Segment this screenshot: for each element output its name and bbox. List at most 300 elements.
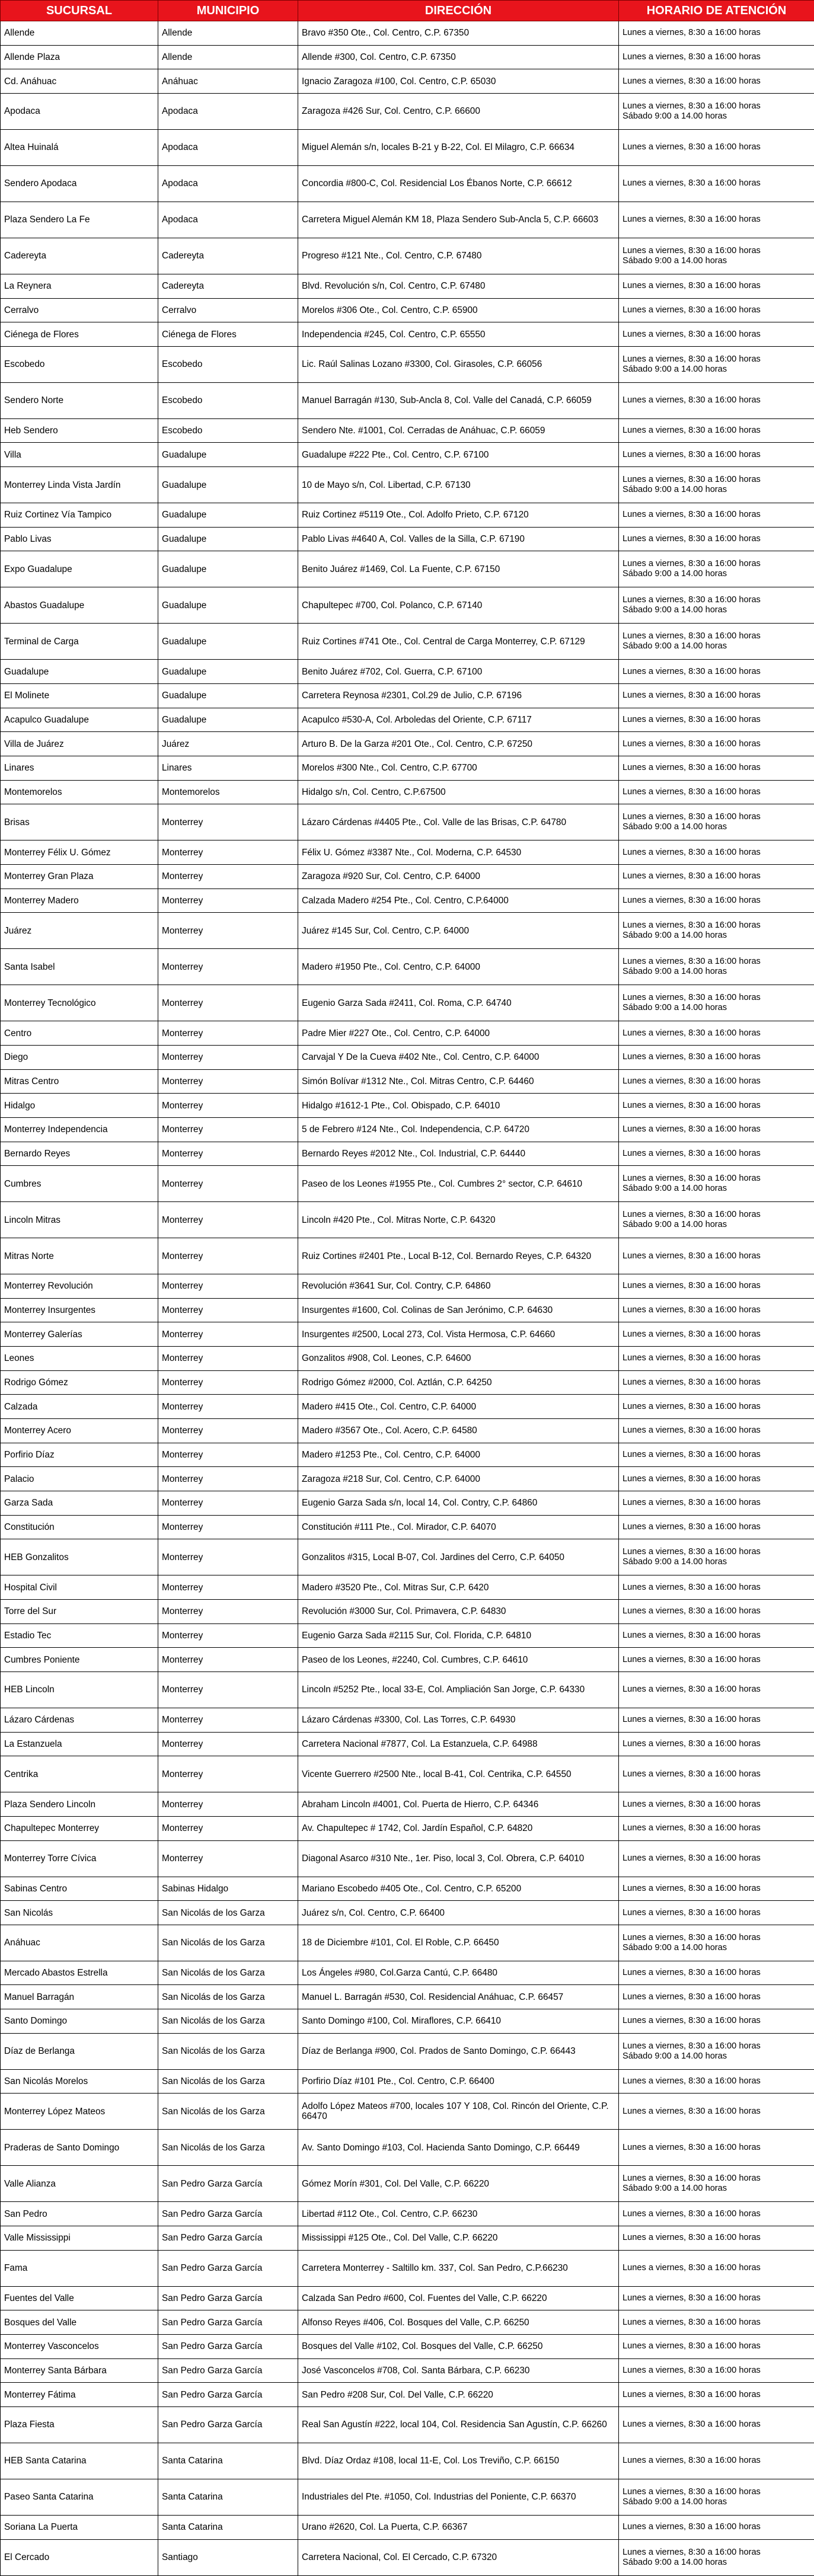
direccion-cell: Morelos #306 Ote., Col. Centro, C.P. 65900 [298, 298, 619, 322]
direccion-cell: Gonzalitos #908, Col. Leones, C.P. 64600 [298, 1347, 619, 1371]
horario-cell [619, 804, 814, 840]
horario-cell [619, 1094, 814, 1118]
sucursal-cell: Santo Domingo [1, 2009, 158, 2034]
table-row [1, 443, 814, 467]
horario-cell [619, 1708, 814, 1732]
horario-saturday: Sábado 9:00 a 14.00 horas [623, 822, 727, 832]
municipio-cell: Montemorelos [158, 780, 298, 804]
direccion-cell: Carretera Nacional #7877, Col. La Estanzuela, C.P. 64988 [298, 1732, 619, 1756]
municipio-cell: Apodaca [158, 129, 298, 165]
municipio-cell: San Pedro Garza García [158, 2406, 298, 2443]
municipio-cell: Monterrey [158, 1756, 298, 1792]
horario-cell [619, 985, 814, 1021]
direccion-cell: Porfirio Díaz #101 Pte., Col. Centro, C.P. 66400 [298, 2069, 619, 2094]
direccion-cell: Insurgentes #1600, Col. Colinas de San Jerónimo, C.P. 64630 [298, 1298, 619, 1322]
table-row [1, 1708, 814, 1732]
municipio-cell: San Pedro Garza García [158, 2166, 298, 2202]
municipio-cell: Guadalupe [158, 527, 298, 551]
municipio-cell: San Nicolás de los Garza [158, 1985, 298, 2009]
horario-cell [619, 467, 814, 503]
table-row [1, 780, 814, 804]
sucursal-cell: Hidalgo [1, 1094, 158, 1118]
sucursal-cell: Plaza Sendero Lincoln [1, 1792, 158, 1817]
horario-weekday: Lunes a viernes, 8:30 a 16:00 horas [623, 2486, 761, 2497]
direccion-cell: Bravo #350 Ote., Col. Centro, C.P. 67350 [298, 21, 619, 46]
horario-weekday: Lunes a viernes, 8:30 a 16:00 horas [623, 2365, 761, 2375]
direccion-cell: Real San Agustín #222, local 104, Col. Residencia San Agustín, C.P. 66260 [298, 2406, 619, 2443]
sucursal-cell: Lincoln Mitras [1, 1202, 158, 1238]
table-row [1, 418, 814, 443]
direccion-cell: Acapulco #530-A, Col. Arboledas del Oriente, C.P. 67117 [298, 708, 619, 732]
sucursal-cell: Monterrey Fátima [1, 2383, 158, 2407]
direccion-cell: Carretera Miguel Alemán KM 18, Plaza Sendero Sub-Ancla 5, C.P. 66603 [298, 202, 619, 238]
horario-cell [619, 2286, 814, 2310]
direccion-cell: 10 de Mayo s/n, Col. Libertad, C.P. 67130 [298, 467, 619, 503]
direccion-cell: Madero #415 Ote., Col. Centro, C.P. 64000 [298, 1395, 619, 1419]
horario-cell [619, 2166, 814, 2202]
table-row [1, 2515, 814, 2539]
horario-weekday: Lunes a viernes, 8:30 a 16:00 horas [623, 245, 761, 255]
municipio-cell: San Nicolás de los Garza [158, 1925, 298, 1961]
horario-weekday: Lunes a viernes, 8:30 a 16:00 horas [623, 354, 761, 364]
horario-cell [619, 1840, 814, 1877]
direccion-cell: Sendero Nte. #1001, Col. Cerradas de Anáhuac, C.P. 66059 [298, 418, 619, 443]
sucursal-cell: Anáhuac [1, 1925, 158, 1961]
horario-saturday: Sábado 9:00 a 14.00 horas [623, 111, 727, 121]
horario-saturday: Sábado 9:00 a 14.00 horas [623, 931, 727, 941]
municipio-cell: Guadalupe [158, 624, 298, 660]
municipio-cell: Monterrey [158, 1094, 298, 1118]
sucursal-cell: Palacio [1, 1467, 158, 1491]
horario-weekday: Lunes a viernes, 8:30 a 16:00 horas [623, 2547, 761, 2557]
header-sucursal: SUCURSAL [1, 1, 158, 21]
table-row [1, 45, 814, 69]
direccion-cell: Blvd. Revolución s/n, Col. Centro, C.P. 67480 [298, 274, 619, 298]
sucursal-cell: Constitución [1, 1515, 158, 1539]
horario-cell [619, 1202, 814, 1238]
sucursal-cell: Cumbres [1, 1166, 158, 1202]
sucursal-cell: Praderas de Santo Domingo [1, 2130, 158, 2166]
direccion-cell: Bernardo Reyes #2012 Nte., Col. Industrial, C.P. 64440 [298, 1142, 619, 1166]
horario-weekday: Lunes a viernes, 8:30 a 16:00 horas [623, 595, 761, 605]
direccion-cell: Ruiz Cortines #741 Ote., Col. Central de Carga Monterrey, C.P. 67129 [298, 624, 619, 660]
horario-weekday: Lunes a viernes, 8:30 a 16:00 horas [623, 305, 761, 315]
horario-cell [619, 1370, 814, 1395]
horario-weekday: Lunes a viernes, 8:30 a 16:00 horas [623, 2209, 761, 2219]
horario-cell [619, 1961, 814, 1985]
horario-weekday: Lunes a viernes, 8:30 a 16:00 horas [623, 1522, 761, 1532]
horario-cell [619, 527, 814, 551]
sucursal-cell: Expo Guadalupe [1, 551, 158, 587]
horario-saturday: Sábado 9:00 a 14.00 horas [623, 569, 727, 579]
sucursal-cell: Manuel Barragán [1, 1985, 158, 2009]
direccion-cell: Ignacio Zaragoza #100, Col. Centro, C.P. 65030 [298, 69, 619, 94]
horario-saturday: Sábado 9:00 a 14.00 horas [623, 1184, 727, 1194]
direccion-cell: Calzada Madero #254 Pte., Col. Centro, C.P.64000 [298, 889, 619, 913]
municipio-cell: Guadalupe [158, 467, 298, 503]
sucursal-cell: Acapulco Guadalupe [1, 708, 158, 732]
horario-cell [619, 2479, 814, 2515]
table-row [1, 2069, 814, 2094]
table-row [1, 1202, 814, 1238]
municipio-cell: Monterrey [158, 1575, 298, 1600]
horario-weekday: Lunes a viernes, 8:30 a 16:00 horas [623, 2106, 761, 2116]
sucursal-cell: Díaz de Berlanga [1, 2033, 158, 2069]
direccion-cell: Zaragoza #218 Sur, Col. Centro, C.P. 64000 [298, 1467, 619, 1491]
sucursal-cell: San Nicolás [1, 1901, 158, 1925]
horario-weekday: Lunes a viernes, 8:30 a 16:00 horas [623, 2293, 761, 2303]
horario-cell [619, 165, 814, 202]
horario-weekday: Lunes a viernes, 8:30 a 16:00 horas [623, 957, 761, 967]
table-row [1, 1877, 814, 1901]
sucursal-cell: La Reynera [1, 274, 158, 298]
sucursal-cell: Allende Plaza [1, 45, 158, 69]
direccion-cell: José Vasconcelos #708, Col. Santa Bárbara, C.P. 66230 [298, 2358, 619, 2383]
horario-weekday: Lunes a viernes, 8:30 a 16:00 horas [623, 1992, 761, 2002]
horario-cell [619, 1166, 814, 1202]
municipio-cell: Guadalupe [158, 684, 298, 708]
horario-cell [619, 2515, 814, 2539]
sucursal-cell: Sendero Apodaca [1, 165, 158, 202]
horario-cell [619, 129, 814, 165]
table-row [1, 1045, 814, 1069]
horario-cell [619, 756, 814, 781]
horario-saturday: Sábado 9:00 a 14.00 horas [623, 2557, 727, 2567]
direccion-cell: Vicente Guerrero #2500 Nte., local B-41, Col. Centrika, C.P. 64550 [298, 1756, 619, 1792]
horario-weekday: Lunes a viernes, 8:30 a 16:00 horas [623, 847, 761, 857]
sucursal-cell: Bosques del Valle [1, 2310, 158, 2335]
direccion-cell: Ruiz Cortinez #5119 Ote., Col. Adolfo Prieto, C.P. 67120 [298, 503, 619, 528]
direccion-cell: Lázaro Cárdenas #3300, Col. Las Torres, C.P. 64930 [298, 1708, 619, 1732]
municipio-cell: Linares [158, 756, 298, 781]
horario-cell [619, 322, 814, 347]
table-header [1, 1, 814, 21]
municipio-cell: San Pedro Garza García [158, 2286, 298, 2310]
direccion-cell: Calzada San Pedro #600, Col. Fuentes del Valle, C.P. 66220 [298, 2286, 619, 2310]
horario-cell [619, 913, 814, 949]
sucursal-cell: Heb Sendero [1, 418, 158, 443]
sucursal-cell: Brisas [1, 804, 158, 840]
direccion-cell: Hidalgo #1612-1 Pte., Col. Obispado, C.P. 64010 [298, 1094, 619, 1118]
horario-cell [619, 864, 814, 889]
horario-weekday: Lunes a viernes, 8:30 a 16:00 horas [623, 1329, 761, 1339]
table-row [1, 864, 814, 889]
direccion-cell: Lázaro Cárdenas #4405 Pte., Col. Valle de las Brisas, C.P. 64780 [298, 804, 619, 840]
sucursal-cell: HEB Lincoln [1, 1671, 158, 1708]
sucursal-cell: Pablo Livas [1, 527, 158, 551]
municipio-cell: Monterrey [158, 1623, 298, 1648]
horario-cell [619, 551, 814, 587]
direccion-cell: Concordia #800-C, Col. Residencial Los Ébanos Norte, C.P. 66612 [298, 165, 619, 202]
table-row [1, 684, 814, 708]
table-row [1, 889, 814, 913]
direccion-cell: Paseo de los Leones #1955 Pte., Col. Cumbres 2° sector, C.P. 64610 [298, 1166, 619, 1202]
municipio-cell: Monterrey [158, 1238, 298, 1274]
table-row [1, 165, 814, 202]
horario-saturday: Sábado 9:00 a 14.00 horas [623, 1220, 727, 1230]
horario-weekday: Lunes a viernes, 8:30 a 16:00 horas [623, 1052, 761, 1062]
direccion-cell: Lincoln #5252 Pte., local 33-E, Col. Ampliación San Jorge, C.P. 64330 [298, 1671, 619, 1708]
horario-cell [619, 503, 814, 528]
horario-weekday: Lunes a viernes, 8:30 a 16:00 horas [623, 1210, 761, 1220]
horario-weekday: Lunes a viernes, 8:30 a 16:00 horas [623, 739, 761, 749]
horario-cell [619, 1117, 814, 1142]
table-row [1, 1792, 814, 1817]
direccion-cell: 18 de Diciembre #101, Col. El Roble, C.P. 66450 [298, 1925, 619, 1961]
municipio-cell: Santiago [158, 2539, 298, 2575]
table-row [1, 1671, 814, 1708]
horario-weekday: Lunes a viernes, 8:30 a 16:00 horas [623, 1932, 761, 1942]
municipio-cell: Monterrey [158, 1395, 298, 1419]
horario-cell [619, 2310, 814, 2335]
table-row [1, 202, 814, 238]
municipio-cell: San Pedro Garza García [158, 2383, 298, 2407]
horario-cell [619, 840, 814, 865]
direccion-cell: Libertad #112 Ote., Col. Centro, C.P. 66230 [298, 2202, 619, 2226]
horario-weekday: Lunes a viernes, 8:30 a 16:00 horas [623, 812, 761, 822]
horario-weekday: Lunes a viernes, 8:30 a 16:00 horas [623, 921, 761, 931]
municipio-cell: Allende [158, 21, 298, 46]
table-row [1, 2335, 814, 2359]
municipio-cell: Santa Catarina [158, 2443, 298, 2479]
horario-weekday: Lunes a viernes, 8:30 a 16:00 horas [623, 1606, 761, 1616]
municipio-cell: Monterrey [158, 1117, 298, 1142]
horario-cell [619, 238, 814, 274]
horario-saturday: Sábado 9:00 a 14.00 horas [623, 2497, 727, 2507]
horario-cell [619, 69, 814, 94]
municipio-cell: Guadalupe [158, 503, 298, 528]
horario-saturday: Sábado 9:00 a 14.00 horas [623, 255, 727, 266]
table-row [1, 1238, 814, 1274]
direccion-cell: Miguel Alemán s/n, locales B-21 y B-22, Col. El Milagro, C.P. 66634 [298, 129, 619, 165]
table-row [1, 551, 814, 587]
horario-cell [619, 202, 814, 238]
table-row [1, 1840, 814, 1877]
direccion-cell: Industriales del Pte. #1050, Col. Industrias del Poniente, C.P. 66370 [298, 2479, 619, 2515]
horario-weekday: Lunes a viernes, 8:30 a 16:00 horas [623, 1498, 761, 1508]
direccion-cell: Constitución #111 Pte., Col. Mirador, C.P. 64070 [298, 1515, 619, 1539]
horario-weekday: Lunes a viernes, 8:30 a 16:00 horas [623, 28, 761, 38]
table-row [1, 1142, 814, 1166]
horario-cell [619, 2539, 814, 2575]
header-horario: HORARIO DE ATENCIÓN [619, 1, 814, 21]
direccion-cell: Madero #3520 Pte., Col. Mitras Sur, C.P. 6420 [298, 1575, 619, 1600]
horario-weekday: Lunes a viernes, 8:30 a 16:00 horas [623, 559, 761, 569]
municipio-cell: Santa Catarina [158, 2479, 298, 2515]
horario-cell [619, 660, 814, 684]
horario-saturday: Sábado 9:00 a 14.00 horas [623, 641, 727, 651]
municipio-cell: Santa Catarina [158, 2515, 298, 2539]
horario-saturday: Sábado 9:00 a 14.00 horas [623, 1003, 727, 1013]
direccion-cell: Benito Juárez #1469, Col. La Fuente, C.P. 67150 [298, 551, 619, 587]
horario-weekday: Lunes a viernes, 8:30 a 16:00 horas [623, 1715, 761, 1725]
sucursal-cell: Monterrey Independencia [1, 1117, 158, 1142]
table-row [1, 660, 814, 684]
horario-weekday: Lunes a viernes, 8:30 a 16:00 horas [623, 691, 761, 701]
sucursal-cell: Chapultepec Monterrey [1, 1816, 158, 1840]
direccion-cell: San Pedro #208 Sur, Col. Del Valle, C.P. 66220 [298, 2383, 619, 2407]
horario-weekday: Lunes a viernes, 8:30 a 16:00 horas [623, 2016, 761, 2026]
horario-cell [619, 346, 814, 382]
direccion-cell: Félix U. Gómez #3387 Nte., Col. Moderna, C.P. 64530 [298, 840, 619, 865]
municipio-cell: San Nicolás de los Garza [158, 2130, 298, 2166]
horario-cell [619, 1648, 814, 1672]
direccion-cell: Rodrigo Gómez #2000, Col. Aztlán, C.P. 64250 [298, 1370, 619, 1395]
sucursal-cell: Cumbres Poniente [1, 1648, 158, 1672]
table-row [1, 467, 814, 503]
direccion-cell: Morelos #300 Nte., Col. Centro, C.P. 67700 [298, 756, 619, 781]
municipio-cell: San Pedro Garza García [158, 2310, 298, 2335]
municipio-cell: Monterrey [158, 1491, 298, 1516]
municipio-cell: Monterrey [158, 1202, 298, 1238]
sucursal-cell: Monterrey Tecnológico [1, 985, 158, 1021]
direccion-cell: Alfonso Reyes #406, Col. Bosques del Valle, C.P. 66250 [298, 2310, 619, 2335]
horario-weekday: Lunes a viernes, 8:30 a 16:00 horas [623, 1738, 761, 1749]
direccion-cell: Gómez Morín #301, Col. Del Valle, C.P. 66220 [298, 2166, 619, 2202]
direccion-cell: Eugenio Garza Sada #2115 Sur, Col. Florida, C.P. 64810 [298, 1623, 619, 1648]
direccion-cell: Manuel Barragán #130, Sub-Ancla 8, Col. Valle del Canadá, C.P. 66059 [298, 382, 619, 418]
horario-cell [619, 2383, 814, 2407]
municipio-cell: Monterrey [158, 1648, 298, 1672]
horario-weekday: Lunes a viernes, 8:30 a 16:00 horas [623, 895, 761, 905]
table-row [1, 1166, 814, 1202]
table-row [1, 2406, 814, 2443]
horario-weekday: Lunes a viernes, 8:30 a 16:00 horas [623, 631, 761, 641]
horario-weekday: Lunes a viernes, 8:30 a 16:00 horas [623, 1378, 761, 1388]
table-row [1, 1816, 814, 1840]
horario-cell [619, 780, 814, 804]
table-row [1, 2226, 814, 2251]
direccion-cell: Av. Chapultepec # 1742, Col. Jardín Español, C.P. 64820 [298, 1816, 619, 1840]
municipio-cell: Guadalupe [158, 587, 298, 624]
direccion-cell: Gonzalitos #315, Local B-07, Col. Jardines del Cerro, C.P. 64050 [298, 1539, 619, 1575]
horario-cell [619, 1515, 814, 1539]
horario-weekday: Lunes a viernes, 8:30 a 16:00 horas [623, 142, 761, 152]
sucursal-cell: Cadereyta [1, 238, 158, 274]
sucursal-cell: Monterrey López Mateos [1, 2094, 158, 2130]
table-row [1, 1274, 814, 1299]
sucursal-cell: Leones [1, 1347, 158, 1371]
horario-weekday: Lunes a viernes, 8:30 a 16:00 horas [623, 1426, 761, 1436]
horario-weekday: Lunes a viernes, 8:30 a 16:00 horas [623, 1124, 761, 1134]
municipio-cell: San Nicolás de los Garza [158, 2069, 298, 2094]
direccion-cell: Bosques del Valle #102, Col. Bosques del Valle, C.P. 66250 [298, 2335, 619, 2359]
table-row [1, 346, 814, 382]
municipio-cell: San Nicolás de los Garza [158, 2094, 298, 2130]
horario-weekday: Lunes a viernes, 8:30 a 16:00 horas [623, 1281, 761, 1291]
horario-weekday: Lunes a viernes, 8:30 a 16:00 horas [623, 1883, 761, 1893]
municipio-cell: Monterrey [158, 1732, 298, 1756]
direccion-cell: Diagonal Asarco #310 Nte., 1er. Piso, local 3, Col. Obrera, C.P. 64010 [298, 1840, 619, 1877]
horario-weekday: Lunes a viernes, 8:30 a 16:00 horas [623, 1547, 761, 1557]
horario-cell [619, 2406, 814, 2443]
table-row [1, 2250, 814, 2286]
table-row [1, 21, 814, 46]
sucursal-cell: Guadalupe [1, 660, 158, 684]
table-row [1, 2383, 814, 2407]
direccion-cell: Díaz de Berlanga #900, Col. Prados de Santo Domingo, C.P. 66443 [298, 2033, 619, 2069]
header-municipio: MUNICIPIO [158, 1, 298, 21]
table-row [1, 587, 814, 624]
horario-cell [619, 1756, 814, 1792]
sucursal-cell: Santa Isabel [1, 949, 158, 985]
horario-cell [619, 2069, 814, 2094]
table-row [1, 1539, 814, 1575]
horario-saturday: Sábado 9:00 a 14.00 horas [623, 1557, 727, 1567]
header-row [1, 1, 814, 21]
horario-saturday: Sábado 9:00 a 14.00 horas [623, 967, 727, 977]
municipio-cell: Escobedo [158, 418, 298, 443]
horario-weekday: Lunes a viernes, 8:30 a 16:00 horas [623, 1148, 761, 1158]
sucursal-cell: Torre del Sur [1, 1599, 158, 1623]
municipio-cell: Guadalupe [158, 660, 298, 684]
municipio-cell: Monterrey [158, 864, 298, 889]
horario-weekday: Lunes a viernes, 8:30 a 16:00 horas [623, 1799, 761, 1809]
municipio-cell: Allende [158, 45, 298, 69]
horario-weekday: Lunes a viernes, 8:30 a 16:00 horas [623, 2389, 761, 2399]
table-row [1, 2130, 814, 2166]
direccion-cell: Carretera Nacional, Col. El Cercado, C.P. 67320 [298, 2539, 619, 2575]
municipio-cell: San Pedro Garza García [158, 2202, 298, 2226]
horario-weekday: Lunes a viernes, 8:30 a 16:00 horas [623, 1685, 761, 1695]
table-row [1, 322, 814, 347]
direccion-cell: Benito Juárez #702, Col. Guerra, C.P. 67100 [298, 660, 619, 684]
table-row [1, 274, 814, 298]
table-row [1, 2033, 814, 2069]
horario-cell [619, 1732, 814, 1756]
direccion-cell: Adolfo López Mateos #700, locales 107 Y 108, Col. Rincón del Oriente, C.P. 66470 [298, 2094, 619, 2130]
municipio-cell: Cerralvo [158, 298, 298, 322]
table-row [1, 1395, 814, 1419]
direccion-cell: Eugenio Garza Sada s/n, local 14, Col. Contry, C.P. 64860 [298, 1491, 619, 1516]
horario-cell [619, 1238, 814, 1274]
table-row [1, 1322, 814, 1347]
horario-cell [619, 1623, 814, 1648]
municipio-cell: Monterrey [158, 1274, 298, 1299]
sucursal-cell: Valle Alianza [1, 2166, 158, 2202]
horario-weekday: Lunes a viernes, 8:30 a 16:00 horas [623, 1907, 761, 1917]
sucursal-cell: Fama [1, 2250, 158, 2286]
table-row [1, 756, 814, 781]
horario-weekday: Lunes a viernes, 8:30 a 16:00 horas [623, 763, 761, 773]
municipio-cell: Monterrey [158, 985, 298, 1021]
horario-saturday: Sábado 9:00 a 14.00 horas [623, 2184, 727, 2194]
horario-cell [619, 624, 814, 660]
municipio-cell: Monterrey [158, 1322, 298, 1347]
table-row [1, 1443, 814, 1467]
horario-cell [619, 1142, 814, 1166]
municipio-cell: Ciénega de Flores [158, 322, 298, 347]
table-row [1, 382, 814, 418]
direccion-cell: Mariano Escobedo #405 Ote., Col. Centro, C.P. 65200 [298, 1877, 619, 1901]
municipio-cell: San Nicolás de los Garza [158, 2033, 298, 2069]
sucursal-cell: Abastos Guadalupe [1, 587, 158, 624]
horario-cell [619, 1671, 814, 1708]
sucursal-cell: Mitras Centro [1, 1069, 158, 1094]
table-row [1, 503, 814, 528]
table-row [1, 913, 814, 949]
horario-weekday: Lunes a viernes, 8:30 a 16:00 horas [623, 787, 761, 797]
municipio-cell: Monterrey [158, 1166, 298, 1202]
direccion-cell: Urano #2620, Col. La Puerta, C.P. 66367 [298, 2515, 619, 2539]
horario-cell [619, 1274, 814, 1299]
direccion-cell: Progreso #121 Nte., Col. Centro, C.P. 67480 [298, 238, 619, 274]
horario-weekday: Lunes a viernes, 8:30 a 16:00 horas [623, 2420, 761, 2430]
sucursal-cell: Fuentes del Valle [1, 2286, 158, 2310]
municipio-cell: Monterrey [158, 1515, 298, 1539]
horario-weekday: Lunes a viernes, 8:30 a 16:00 horas [623, 993, 761, 1003]
direccion-cell: Revolución #3000 Sur, Col. Primavera, C.P. 64830 [298, 1599, 619, 1623]
